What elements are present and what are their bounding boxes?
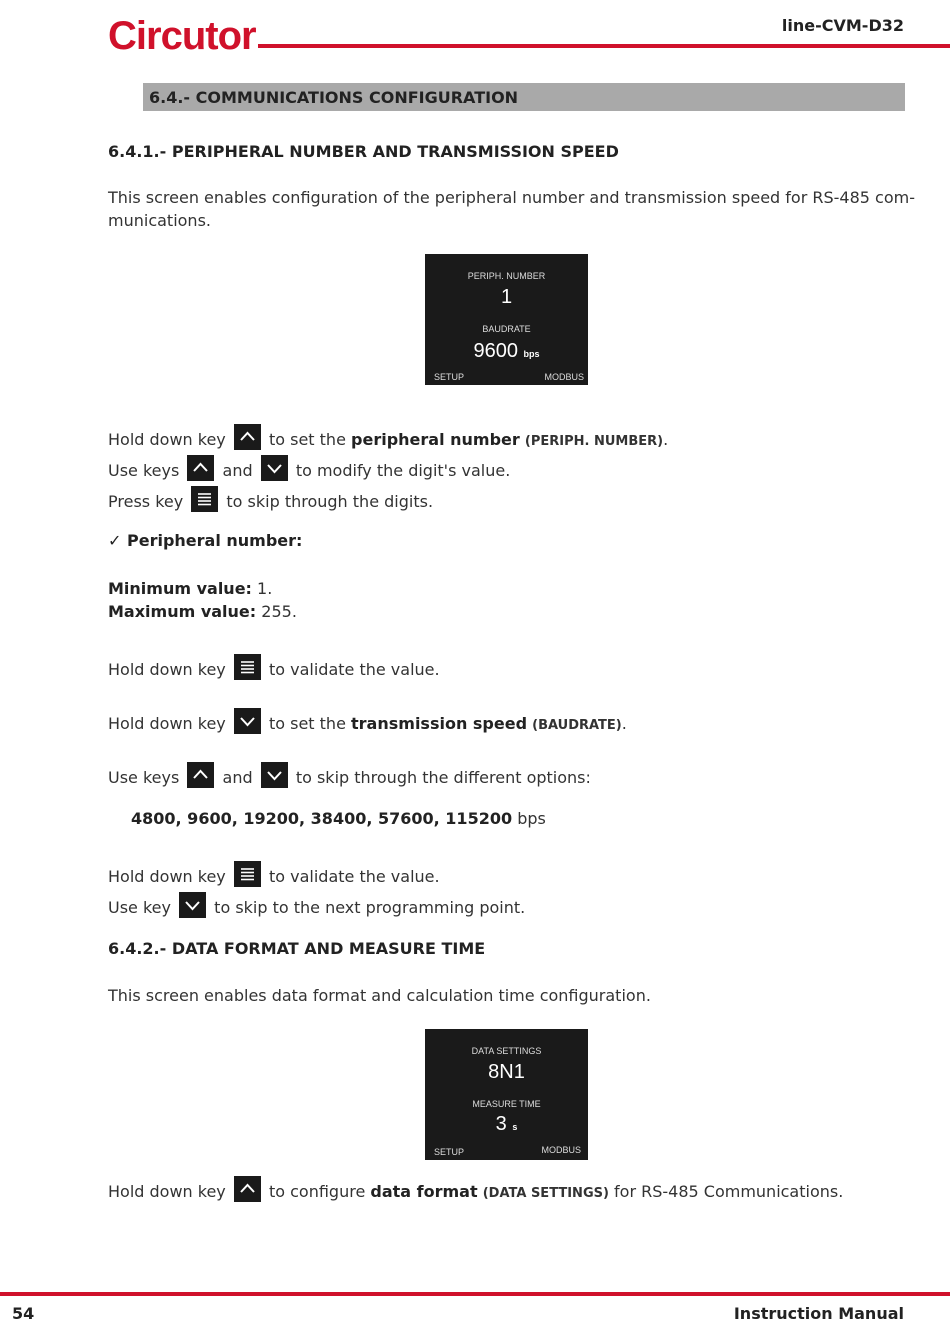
instruction-text: to skip to the next programming point. <box>214 898 526 917</box>
key-down-icon <box>179 892 206 918</box>
instruction-text: to configure <box>268 1182 366 1201</box>
instruction-text: to modify the digit's value. <box>295 461 511 480</box>
screen-value-periph: 1 <box>500 286 513 308</box>
tag-baudrate: (BAUDRATE) <box>532 718 622 733</box>
subsection-title-2: 6.4.2.- DATA FORMAT AND MEASURE TIME <box>108 939 486 958</box>
min-value-line <box>108 577 297 600</box>
footer-title: Instruction Manual <box>733 1304 904 1323</box>
max-value-line <box>108 600 297 623</box>
key-up-icon <box>234 1176 261 1202</box>
screen-value-measure-time <box>425 1113 588 1136</box>
min-label: Minimum value: <box>108 579 252 598</box>
max-label: Maximum value: <box>108 602 257 621</box>
instruction-text: to set the <box>268 430 346 449</box>
display-screen-comm <box>425 254 588 385</box>
tag-periph-number: (PERIPH. NUMBER) <box>524 434 664 449</box>
instruction-text: Hold down key <box>108 430 226 449</box>
instruction-text: and <box>222 461 253 480</box>
key-up-icon <box>187 762 214 788</box>
instruction-validate-1 <box>108 654 440 681</box>
screen-label-baudrate: BAUDRATE <box>482 324 531 334</box>
screen-corner-modbus: MODBUS <box>544 372 584 382</box>
subsection-title-1: 6.4.1.- PERIPHERAL NUMBER AND TRANSMISSION SPEED <box>108 142 619 161</box>
key-menu-icon <box>234 654 261 680</box>
instruction-text: Use keys <box>108 461 180 480</box>
section-title: 6.4.- COMMUNICATIONS CONFIGURATION <box>149 88 519 107</box>
header-rule <box>258 44 950 48</box>
instruction-text: and <box>222 768 253 787</box>
min-value: 1. <box>257 579 273 598</box>
instruction-text: Press key <box>108 492 184 511</box>
check-title: Peripheral number: <box>126 531 303 550</box>
model-name: line-CVM-D32 <box>781 16 904 35</box>
instruction-text: Hold down key <box>108 867 226 886</box>
instruction-text: to skip through the different options: <box>295 768 591 787</box>
tag-data-settings: (DATA SETTINGS) <box>482 1186 609 1201</box>
instruction-modify-digit <box>108 455 510 482</box>
screen-corner-modbus: MODBUS <box>541 1145 581 1155</box>
key-menu-icon <box>191 486 218 512</box>
instruction-text: to skip through the digits. <box>226 492 434 511</box>
speed-unit: bps <box>517 809 546 828</box>
range-block <box>108 577 297 623</box>
intro-line: This screen enables configuration of the peripheral number and transmission speed for RS-485 com- <box>108 188 915 207</box>
instruction-text: Use keys <box>108 768 180 787</box>
key-down-icon <box>261 762 288 788</box>
key-up-icon <box>234 424 261 450</box>
intro-paragraph-2: This screen enables data format and calculation time configuration. <box>108 986 651 1005</box>
instruction-skip-options <box>108 762 591 789</box>
instruction-hold-down <box>108 708 627 737</box>
display-screen-data <box>425 1029 588 1160</box>
measure-time-value: 3 <box>495 1113 507 1135</box>
key-up-icon <box>187 455 214 481</box>
term-peripheral-number: peripheral number <box>351 430 520 449</box>
measure-time-unit: s <box>512 1122 518 1132</box>
footer-rule <box>0 1292 950 1296</box>
key-down-icon <box>261 455 288 481</box>
key-down-icon <box>234 708 261 734</box>
instruction-text: Hold down key <box>108 714 226 733</box>
screen-label-data-settings: DATA SETTINGS <box>471 1046 542 1056</box>
screen-corner-setup: SETUP <box>434 372 465 382</box>
instruction-text: for RS-485 Communications. <box>614 1182 844 1201</box>
instruction-skip-digits <box>108 486 433 513</box>
screen-value-data-settings: 8N1 <box>488 1061 525 1083</box>
speed-options <box>131 807 546 830</box>
baudrate-unit: bps <box>523 349 540 359</box>
screen-value-baudrate <box>425 340 588 363</box>
term-data-format: data format <box>370 1182 478 1201</box>
instruction-validate-2 <box>108 861 440 888</box>
instruction-text: to validate the value. <box>268 660 440 679</box>
intro-line: munications. <box>108 211 211 230</box>
instruction-text: to validate the value. <box>268 867 440 886</box>
screen-label-periph: PERIPH. NUMBER <box>467 271 546 281</box>
instruction-data-format <box>108 1176 843 1205</box>
intro-paragraph-1 <box>108 186 915 232</box>
check-item-peripheral <box>108 531 302 550</box>
page-number: 54 <box>12 1304 35 1323</box>
period: . <box>621 714 627 733</box>
checkmark-icon: ✓ <box>108 531 122 550</box>
baudrate-value: 9600 <box>473 340 518 362</box>
instruction-text: Hold down key <box>108 660 226 679</box>
instruction-text: Hold down key <box>108 1182 226 1201</box>
instruction-hold-up <box>108 424 668 453</box>
screen-corner-setup: SETUP <box>434 1147 465 1157</box>
period: . <box>663 430 669 449</box>
key-menu-icon <box>234 861 261 887</box>
max-value: 255. <box>261 602 297 621</box>
instruction-text: to set the <box>268 714 346 733</box>
term-transmission-speed: transmission speed <box>351 714 528 733</box>
instruction-text: Use key <box>108 898 171 917</box>
circutor-logo: Circutor <box>108 14 256 58</box>
speed-list: 4800, 9600, 19200, 38400, 57600, 115200 <box>131 809 513 828</box>
instruction-skip-next <box>108 892 525 919</box>
screen-label-measure-time: MEASURE TIME <box>472 1099 541 1109</box>
